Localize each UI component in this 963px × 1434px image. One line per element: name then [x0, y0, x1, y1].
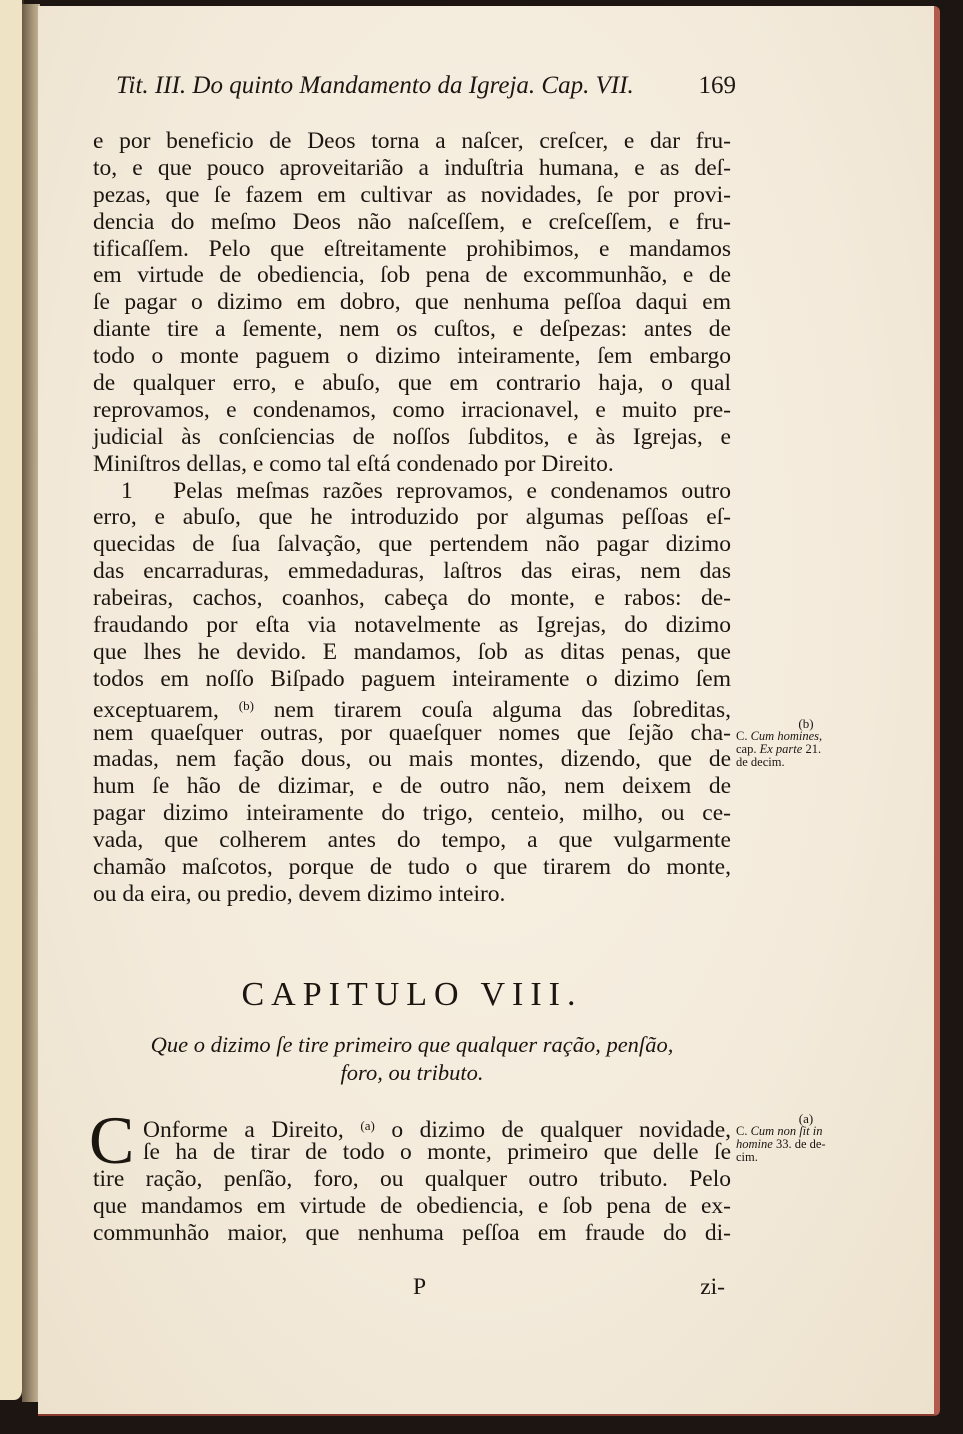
- text-line: fraudando por eſta via notavelmente as Igrejas, do dizimo: [93, 612, 731, 639]
- text-line: todos em noſſo Biſpado paguem inteiramente o dizimo ſem: [93, 665, 731, 692]
- catchword: zi-: [700, 1274, 725, 1300]
- text-line: pezas, que ſe fazem em cultivar as novidades, ſe por provi-: [93, 181, 731, 208]
- footnote-ref-b: (b): [238, 697, 254, 713]
- chapter-body: [89, 1102, 732, 1246]
- body-text: [93, 128, 731, 908]
- subtitle-line: Que o dizimo ſe tire primeiro que qualquer ração, penſão,: [150, 1032, 674, 1057]
- text-line: pagar dizimo inteiramente do trigo, centeio, milho, ou ce-: [93, 800, 731, 827]
- text-line: judicial às conſciencias de noſſos ſubditos, e às Igrejas, e: [93, 423, 731, 450]
- paragraph-number: 1: [121, 477, 133, 504]
- text-line: reprovamos, e condenamos, como irracionavel, e muito pre-: [93, 396, 731, 423]
- text-line-with-note: [93, 1112, 732, 1143]
- text-line: das encarraduras, emmedaduras, laſtros das eiras, nem das: [93, 558, 731, 585]
- note-fragment: Cum non ſit in: [750, 1124, 823, 1138]
- note-fragment: 21.: [805, 742, 822, 756]
- text-line: em virtude de obediencia, ſob pena de excommunhão, e de: [93, 262, 731, 289]
- text-line: ſe pagar o dizimo em dobro, que nenhuma peſſoa daqui em: [93, 289, 731, 316]
- text-line: Pelas meſmas razões reprovamos, e condenamos outro: [173, 477, 731, 504]
- text-line: hum ſe hão de dizimar, e de outro não, nem deixem de: [93, 773, 731, 800]
- text-line: madas, nem fação dous, ou mais montes, dizendo, que de: [93, 746, 731, 773]
- text-line-with-note: [93, 693, 731, 723]
- drop-cap: C: [89, 1102, 135, 1178]
- margin-note-b: [736, 717, 856, 769]
- text-line: e por beneficio de Deos torna a naſcer, creſcer, e dar fru-: [93, 128, 731, 154]
- chapter-subtitle: [93, 1031, 731, 1087]
- text-line: diante tire a ſemente, nem os cuſtos, e deſpezas: antes de: [93, 316, 731, 343]
- chapter-title: CAPITULO VIII.: [241, 976, 583, 1013]
- note-line: de decim.: [736, 755, 785, 769]
- text-line: dencia do meſmo Deos não naſceſſem, e creſceſſem, e fru-: [93, 208, 731, 235]
- footnote-ref-a: (a): [360, 1118, 375, 1133]
- text-line: to, e que pouco aproveitarião a induſtria humana, e as deſ-: [93, 154, 731, 181]
- note-fragment: 33. de de-: [775, 1137, 826, 1151]
- text-line: de qualquer erro, e abuſo, que em contrario haja, o qual: [93, 370, 731, 397]
- text-fragment: o dizimo de qualquer novidade,: [391, 1117, 732, 1143]
- page-number: 169: [698, 72, 736, 99]
- previous-page-edge: [0, 0, 24, 1400]
- text-line: rabeiras, cachos, coanhos, cabeça do monte, e rabos: de-: [93, 585, 731, 612]
- text-line: tire ração, penſão, foro, ou qualquer outro tributo. Pelo: [93, 1165, 731, 1192]
- text-fragment: Onforme a Direito,: [143, 1117, 344, 1143]
- note-fragment: homine: [736, 1137, 773, 1151]
- text-line: erro, e abuſo, que he introduzido por algumas peſſoas eſ-: [93, 504, 731, 531]
- text-fragment: nem tirarem couſa alguma das ſobreditas,: [273, 696, 731, 723]
- paragraph-first-line: [93, 478, 731, 505]
- note-key: (a): [798, 1111, 814, 1126]
- text-line: ſe ha de tirar de todo o monte, primeiro que delle ſe: [143, 1138, 731, 1165]
- note-fragment: C.: [736, 1124, 748, 1138]
- text-line: quecidas de ſua ſalvação, que pertendem não pagar dizimo: [93, 531, 731, 558]
- note-line: cim.: [736, 1150, 758, 1164]
- text-line: tificaſſem. Pelo que eſtreitamente prohibimos, e mandamos: [93, 235, 731, 262]
- text-line: nem quaeſquer outras, por quaeſquer nomes que ſejão cha-: [93, 719, 731, 746]
- note-fragment: cap.: [736, 742, 757, 756]
- text-line: que mandamos em virtude de obediencia, e ſob pena de ex-: [93, 1192, 731, 1219]
- subtitle-line: foro, ou tributo.: [340, 1060, 484, 1085]
- text-line: vada, que colherem antes do tempo, a que vulgarmente: [93, 827, 731, 854]
- text-line: chamão maſcotos, porque de tudo o que tirarem do monte,: [93, 854, 731, 881]
- margin-note-a: [736, 1112, 856, 1164]
- text-line: Miniſtros dellas, e como tal eſtá condenado por Direito.: [93, 450, 614, 477]
- text-line: communhão maior, que nenhuma peſſoa em fraude do di-: [93, 1219, 731, 1246]
- text-line: todo o monte paguem o dizimo inteiramente, ſem embargo: [93, 343, 731, 370]
- note-fragment: C.: [736, 729, 748, 743]
- note-fragment: Ex parte: [759, 742, 803, 756]
- text-fragment: exceptuarem,: [93, 696, 219, 723]
- text-line: ou da eira, ou predio, devem dizimo inteiro.: [93, 880, 506, 907]
- note-fragment: Cum homines,: [750, 729, 823, 743]
- running-head: [116, 72, 736, 100]
- signature-mark: P: [413, 1274, 427, 1300]
- running-head-title: Tit. III. Do quinto Mandamento da Igreja. Cap. VII.: [116, 72, 634, 99]
- note-key: (b): [798, 716, 814, 731]
- text-line: que lhes he devido. E mandamos, ſob as ditas penas, que: [93, 638, 731, 665]
